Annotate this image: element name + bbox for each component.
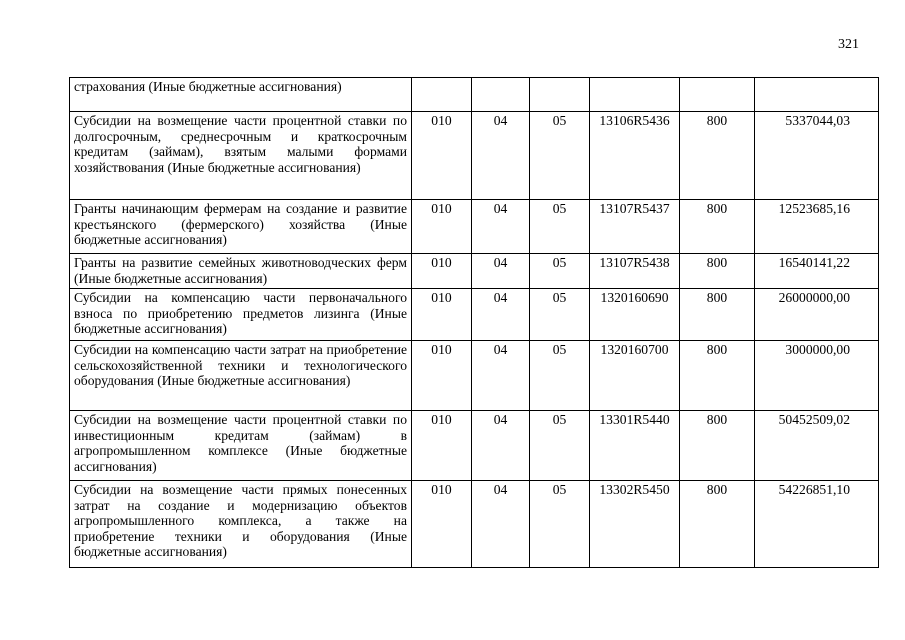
table-row: [70, 341, 879, 411]
row-amount: 54226851,10: [755, 481, 879, 568]
row-amount: [755, 78, 879, 112]
row-expense-type: 800: [680, 254, 755, 289]
row-subsection-code: 05: [530, 341, 590, 411]
row-amount: 26000000,00: [755, 289, 879, 341]
page-number: 321: [838, 37, 859, 52]
row-description: Гранты на развитие семейных животноводческих ферм (Иные бюджетные ассигнования): [70, 254, 412, 289]
row-expense-type: 800: [680, 411, 755, 481]
row-target-article: [590, 78, 680, 112]
row-subsection-code: 05: [530, 200, 590, 254]
row-description: Субсидии на возмещение части процентной ставки по инвестиционным кредитам (займам) в агропромышленном комплексе (Иные бюджетные ассигнования): [70, 411, 412, 481]
row-target-article: 1320160690: [590, 289, 680, 341]
row-ministry-code: 010: [412, 254, 472, 289]
row-section-code: 04: [472, 341, 530, 411]
row-subsection-code: 05: [530, 112, 590, 200]
row-section-code: 04: [472, 200, 530, 254]
row-target-article: 1320160700: [590, 341, 680, 411]
row-description: Субсидии на возмещение части процентной ставки по долгосрочным, среднесрочным и краткосрочным кредитам (займам), взятым малыми формами хозяйствования (Иные бюджетные ассигнования): [70, 112, 412, 200]
row-amount: 5337044,03: [755, 112, 879, 200]
row-ministry-code: 010: [412, 341, 472, 411]
row-expense-type: 800: [680, 289, 755, 341]
row-expense-type: 800: [680, 112, 755, 200]
row-expense-type: 800: [680, 200, 755, 254]
row-amount: 3000000,00: [755, 341, 879, 411]
row-description: Субсидии на компенсацию части первоначального взноса по приобретению предметов лизинга (Иные бюджетные ассигнования): [70, 289, 412, 341]
row-ministry-code: 010: [412, 289, 472, 341]
row-expense-type: 800: [680, 481, 755, 568]
row-subsection-code: 05: [530, 411, 590, 481]
row-expense-type: [680, 78, 755, 112]
row-section-code: 04: [472, 481, 530, 568]
table-row: [70, 411, 879, 481]
row-subsection-code: 05: [530, 289, 590, 341]
row-description: Гранты начинающим фермерам на создание и развитие крестьянского (фермерского) хозяйства (Иные бюджетные ассигнования): [70, 200, 412, 254]
row-description: Субсидии на компенсацию части затрат на приобретение сельскохозяйственной техники и технологического оборудования (Иные бюджетные ассигнования): [70, 341, 412, 411]
row-section-code: 04: [472, 289, 530, 341]
row-ministry-code: 010: [412, 112, 472, 200]
row-description: Субсидии на возмещение части прямых понесенных затрат на создание и модернизацию объектов агропромышленного комплекса, а также на приобретение техники и оборудования (Иные бюджетные ассигнования): [70, 481, 412, 568]
table-row: [70, 200, 879, 254]
row-ministry-code: [412, 78, 472, 112]
table-row: [70, 481, 879, 568]
row-target-article: 13106R5436: [590, 112, 680, 200]
table-row: [70, 289, 879, 341]
row-section-code: 04: [472, 112, 530, 200]
table-row: [70, 112, 879, 200]
row-description: страхования (Иные бюджетные ассигнования): [70, 78, 412, 112]
row-section-code: [472, 78, 530, 112]
row-ministry-code: 010: [412, 200, 472, 254]
row-ministry-code: 010: [412, 481, 472, 568]
budget-table: [69, 77, 879, 568]
row-subsection-code: 05: [530, 254, 590, 289]
row-ministry-code: 010: [412, 411, 472, 481]
row-section-code: 04: [472, 254, 530, 289]
row-target-article: 13301R5440: [590, 411, 680, 481]
row-target-article: 13302R5450: [590, 481, 680, 568]
table-row: [70, 78, 879, 112]
row-subsection-code: [530, 78, 590, 112]
row-amount: 12523685,16: [755, 200, 879, 254]
row-target-article: 13107R5437: [590, 200, 680, 254]
row-target-article: 13107R5438: [590, 254, 680, 289]
table-row: [70, 254, 879, 289]
row-subsection-code: 05: [530, 481, 590, 568]
row-amount: 16540141,22: [755, 254, 879, 289]
row-amount: 50452509,02: [755, 411, 879, 481]
row-section-code: 04: [472, 411, 530, 481]
row-expense-type: 800: [680, 341, 755, 411]
